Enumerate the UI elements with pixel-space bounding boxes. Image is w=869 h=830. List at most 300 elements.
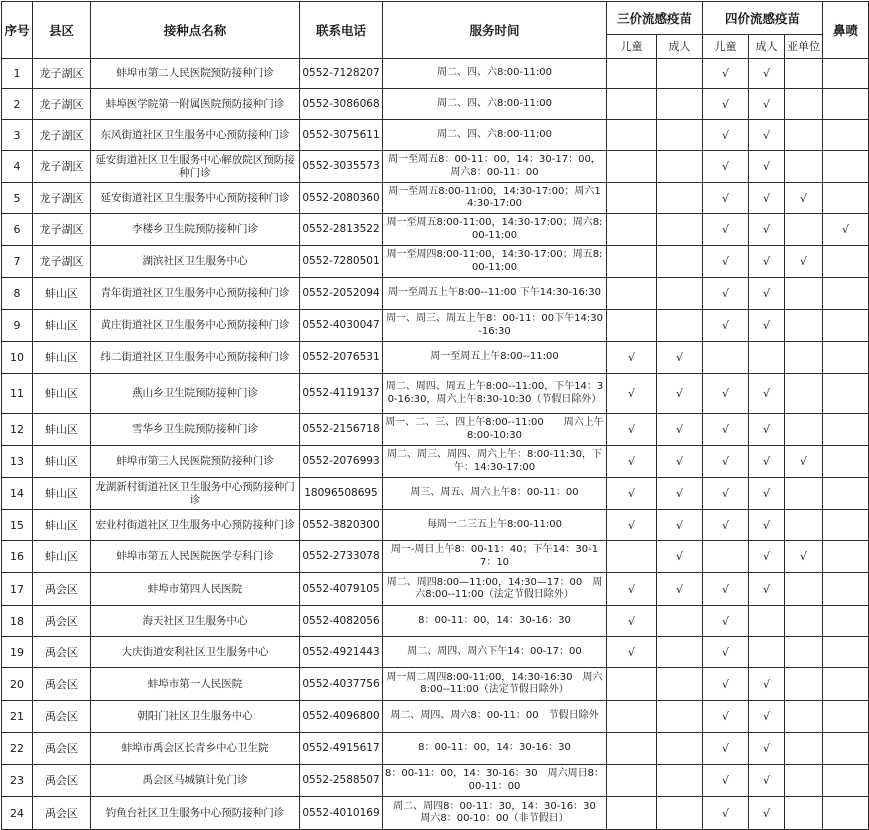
service-hours-cell: 周二、周四、周六8：00-11：00 节假日除外 — [383, 701, 607, 733]
nasal-spray-cell — [823, 606, 869, 637]
site-name-cell: 东风街道社区卫生服务中心预防接种门诊 — [91, 120, 300, 151]
table-row — [2, 414, 869, 446]
trivalent-adult-cell: √ — [657, 374, 703, 414]
table-row — [2, 183, 869, 214]
header-site-name: 接种点名称 — [91, 2, 300, 59]
trivalent-child-cell: √ — [607, 573, 657, 606]
trivalent-adult-cell — [657, 765, 703, 797]
phone-cell: 0552-3035573 — [300, 151, 383, 183]
trivalent-child-cell — [607, 120, 657, 151]
service-hours-cell: 周一、周三、周五上午8：00-11：00下午14:30-16:30 — [383, 310, 607, 342]
service-hours-cell: 周一至周五8:00-11:00，14:30-17:00；周六8:00-11:00 — [383, 214, 607, 246]
header-district: 县区 — [33, 2, 91, 59]
phone-cell: 0552-4082056 — [300, 606, 383, 637]
district-cell: 龙子湖区 — [33, 120, 91, 151]
trivalent-adult-cell — [657, 668, 703, 701]
quadrivalent-adult-cell: √ — [749, 478, 785, 510]
quadrivalent-child-cell: √ — [703, 573, 749, 606]
trivalent-child-cell — [607, 151, 657, 183]
district-cell: 龙子湖区 — [33, 214, 91, 246]
district-cell: 蚌山区 — [33, 374, 91, 414]
table-row — [2, 668, 869, 701]
site-name-cell: 钓鱼台社区卫生服务中心预防接种门诊 — [91, 797, 300, 830]
district-cell: 蚌山区 — [33, 342, 91, 374]
site-name-cell: 燕山乡卫生院预防接种门诊 — [91, 374, 300, 414]
quadrivalent-adult-cell: √ — [749, 510, 785, 541]
quadrivalent-adult-cell: √ — [749, 310, 785, 342]
district-cell: 龙子湖区 — [33, 183, 91, 214]
quadrivalent-subunit-cell: √ — [785, 246, 823, 278]
table-row — [2, 278, 869, 310]
quadrivalent-adult-cell: √ — [749, 59, 785, 89]
site-name-cell: 蚌埠市禹会区长青乡中心卫生院 — [91, 733, 300, 765]
quadrivalent-child-cell: √ — [703, 446, 749, 478]
nasal-spray-cell — [823, 310, 869, 342]
phone-cell: 0552-2813522 — [300, 214, 383, 246]
trivalent-child-cell — [607, 183, 657, 214]
header-phone: 联系电话 — [300, 2, 383, 59]
phone-cell: 0552-4096800 — [300, 701, 383, 733]
phone-cell: 0552-4030047 — [300, 310, 383, 342]
site-name-cell: 青年街道社区卫生服务中心预防接种门诊 — [91, 278, 300, 310]
row-number: 6 — [2, 214, 33, 246]
header-tri-child: 儿童 — [607, 35, 657, 59]
nasal-spray-cell — [823, 278, 869, 310]
quadrivalent-child-cell: √ — [703, 151, 749, 183]
district-cell: 禹会区 — [33, 765, 91, 797]
trivalent-adult-cell: √ — [657, 446, 703, 478]
table-row — [2, 701, 869, 733]
trivalent-child-cell — [607, 668, 657, 701]
quadrivalent-subunit-cell — [785, 510, 823, 541]
table-row — [2, 59, 869, 89]
phone-cell: 18096508695 — [300, 478, 383, 510]
quadrivalent-child-cell: √ — [703, 59, 749, 89]
quadrivalent-child-cell: √ — [703, 765, 749, 797]
phone-cell: 0552-7128207 — [300, 59, 383, 89]
trivalent-adult-cell: √ — [657, 478, 703, 510]
district-cell: 蚌山区 — [33, 414, 91, 446]
table-row — [2, 374, 869, 414]
quadrivalent-child-cell: √ — [703, 120, 749, 151]
nasal-spray-cell — [823, 510, 869, 541]
quadrivalent-adult-cell — [749, 637, 785, 668]
site-name-cell: 蚌埠市第五人民医院医学专科门诊 — [91, 541, 300, 573]
quadrivalent-subunit-cell — [785, 733, 823, 765]
quadrivalent-adult-cell — [749, 342, 785, 374]
nasal-spray-cell — [823, 637, 869, 668]
service-hours-cell: 8：00-11：00，14：30-16：30 — [383, 733, 607, 765]
district-cell: 禹会区 — [33, 733, 91, 765]
trivalent-adult-cell — [657, 278, 703, 310]
row-number: 23 — [2, 765, 33, 797]
quadrivalent-child-cell — [703, 541, 749, 573]
site-name-cell: 海天社区卫生服务中心 — [91, 606, 300, 637]
service-hours-cell: 周二、四、六8:00-11:00 — [383, 59, 607, 89]
phone-cell: 0552-3086068 — [300, 89, 383, 120]
phone-cell: 0552-2076993 — [300, 446, 383, 478]
row-number: 17 — [2, 573, 33, 606]
district-cell: 龙子湖区 — [33, 89, 91, 120]
trivalent-adult-cell — [657, 797, 703, 830]
table-row — [2, 310, 869, 342]
trivalent-child-cell: √ — [607, 446, 657, 478]
trivalent-child-cell — [607, 59, 657, 89]
quadrivalent-child-cell: √ — [703, 733, 749, 765]
row-number: 22 — [2, 733, 33, 765]
service-hours-cell: 周一、二、三、四上午8:00--11:00 周六上午8:00-10:30 — [383, 414, 607, 446]
quadrivalent-adult-cell: √ — [749, 214, 785, 246]
header-nasal-spray: 鼻喷 — [823, 2, 869, 59]
quadrivalent-subunit-cell — [785, 573, 823, 606]
quadrivalent-subunit-cell — [785, 668, 823, 701]
quadrivalent-adult-cell: √ — [749, 797, 785, 830]
row-number: 5 — [2, 183, 33, 214]
quadrivalent-child-cell: √ — [703, 668, 749, 701]
table-row — [2, 120, 869, 151]
quadrivalent-child-cell: √ — [703, 310, 749, 342]
header-no: 序号 — [2, 2, 33, 59]
service-hours-cell: 周一至周五上午8:00--11:00 — [383, 342, 607, 374]
trivalent-adult-cell: √ — [657, 342, 703, 374]
phone-cell: 0552-2588507 — [300, 765, 383, 797]
trivalent-child-cell — [607, 310, 657, 342]
phone-cell: 0552-4915617 — [300, 733, 383, 765]
quadrivalent-subunit-cell: √ — [785, 183, 823, 214]
site-name-cell: 禹会区马城镇计免门诊 — [91, 765, 300, 797]
site-name-cell: 雪华乡卫生院预防接种门诊 — [91, 414, 300, 446]
site-name-cell: 蚌埠市第一人民医院 — [91, 668, 300, 701]
header-quad-child: 儿童 — [703, 35, 749, 59]
quadrivalent-child-cell: √ — [703, 183, 749, 214]
site-name-cell: 大庆街道安利社区卫生服务中心 — [91, 637, 300, 668]
quadrivalent-child-cell: √ — [703, 606, 749, 637]
nasal-spray-cell — [823, 89, 869, 120]
row-number: 11 — [2, 374, 33, 414]
quadrivalent-child-cell: √ — [703, 89, 749, 120]
quadrivalent-subunit-cell — [785, 374, 823, 414]
site-name-cell: 蚌埠市第三人民医院预防接种门诊 — [91, 446, 300, 478]
trivalent-adult-cell: √ — [657, 510, 703, 541]
nasal-spray-cell — [823, 797, 869, 830]
district-cell: 禹会区 — [33, 797, 91, 830]
trivalent-adult-cell: √ — [657, 573, 703, 606]
trivalent-adult-cell — [657, 89, 703, 120]
header-service-hours: 服务时间 — [383, 2, 607, 59]
service-hours-cell: 周一至周五上午8:00--11:00 下午14:30-16:30 — [383, 278, 607, 310]
quadrivalent-subunit-cell — [785, 765, 823, 797]
table-row — [2, 765, 869, 797]
trivalent-adult-cell — [657, 310, 703, 342]
phone-cell: 0552-2080360 — [300, 183, 383, 214]
service-hours-cell: 每周一二三五上午8:00-11:00 — [383, 510, 607, 541]
trivalent-adult-cell — [657, 246, 703, 278]
trivalent-adult-cell — [657, 701, 703, 733]
trivalent-adult-cell — [657, 214, 703, 246]
quadrivalent-child-cell: √ — [703, 478, 749, 510]
row-number: 21 — [2, 701, 33, 733]
quadrivalent-subunit-cell — [785, 637, 823, 668]
row-number: 20 — [2, 668, 33, 701]
quadrivalent-adult-cell: √ — [749, 541, 785, 573]
quadrivalent-adult-cell: √ — [749, 414, 785, 446]
service-hours-cell: 8：00-11：00，14：30-16：30 — [383, 606, 607, 637]
phone-cell: 0552-4037756 — [300, 668, 383, 701]
trivalent-child-cell — [607, 214, 657, 246]
service-hours-cell: 周二、周三、周四、周六上午：8:00-11:30，下午：14:30-17:00 — [383, 446, 607, 478]
vaccination-sites-table — [1, 1, 869, 830]
nasal-spray-cell — [823, 733, 869, 765]
quadrivalent-adult-cell: √ — [749, 89, 785, 120]
row-number: 24 — [2, 797, 33, 830]
site-name-cell: 蚌埠医学院第一附属医院预防接种门诊 — [91, 89, 300, 120]
service-hours-cell: 周一至周五8：00-11：00，14：30-17：00，周六8：00-11：00 — [383, 151, 607, 183]
quadrivalent-adult-cell: √ — [749, 668, 785, 701]
nasal-spray-cell — [823, 120, 869, 151]
row-number: 19 — [2, 637, 33, 668]
nasal-spray-cell — [823, 342, 869, 374]
table-row — [2, 733, 869, 765]
table-row — [2, 573, 869, 606]
trivalent-child-cell: √ — [607, 510, 657, 541]
service-hours-cell: 周二、周四、周六下午14：00-17：00 — [383, 637, 607, 668]
nasal-spray-cell — [823, 701, 869, 733]
service-hours-cell: 周二、四、六8:00-11:00 — [383, 89, 607, 120]
quadrivalent-subunit-cell — [785, 701, 823, 733]
nasal-spray-cell: √ — [823, 214, 869, 246]
quadrivalent-subunit-cell — [785, 478, 823, 510]
quadrivalent-child-cell: √ — [703, 797, 749, 830]
quadrivalent-subunit-cell — [785, 120, 823, 151]
nasal-spray-cell — [823, 59, 869, 89]
trivalent-child-cell — [607, 797, 657, 830]
district-cell: 蚌山区 — [33, 478, 91, 510]
quadrivalent-subunit-cell — [785, 342, 823, 374]
table-row — [2, 478, 869, 510]
nasal-spray-cell — [823, 446, 869, 478]
quadrivalent-child-cell: √ — [703, 278, 749, 310]
district-cell: 禹会区 — [33, 701, 91, 733]
row-number: 1 — [2, 59, 33, 89]
district-cell: 禹会区 — [33, 637, 91, 668]
quadrivalent-child-cell: √ — [703, 510, 749, 541]
quadrivalent-adult-cell: √ — [749, 151, 785, 183]
service-hours-cell: 8：00-11：00，14：30-16：30 周六周日8：00-11：00 — [383, 765, 607, 797]
quadrivalent-adult-cell: √ — [749, 765, 785, 797]
district-cell: 龙子湖区 — [33, 246, 91, 278]
phone-cell: 0552-4010169 — [300, 797, 383, 830]
quadrivalent-adult-cell: √ — [749, 120, 785, 151]
service-hours-cell: 周一至周五8:00-11:00，14:30-17:00；周六14:30-17:00 — [383, 183, 607, 214]
trivalent-child-cell: √ — [607, 374, 657, 414]
trivalent-adult-cell — [657, 120, 703, 151]
nasal-spray-cell — [823, 668, 869, 701]
table-row — [2, 541, 869, 573]
nasal-spray-cell — [823, 765, 869, 797]
trivalent-child-cell — [607, 89, 657, 120]
trivalent-child-cell: √ — [607, 606, 657, 637]
district-cell: 蚌山区 — [33, 446, 91, 478]
header-quad-adult: 成人 — [749, 35, 785, 59]
table-body — [2, 59, 869, 830]
quadrivalent-subunit-cell — [785, 89, 823, 120]
trivalent-child-cell — [607, 278, 657, 310]
quadrivalent-adult-cell: √ — [749, 183, 785, 214]
table-row — [2, 606, 869, 637]
site-name-cell: 龙湖新村街道社区卫生服务中心预防接种门诊 — [91, 478, 300, 510]
trivalent-adult-cell: √ — [657, 541, 703, 573]
trivalent-child-cell: √ — [607, 414, 657, 446]
nasal-spray-cell — [823, 478, 869, 510]
district-cell: 龙子湖区 — [33, 59, 91, 89]
quadrivalent-adult-cell: √ — [749, 278, 785, 310]
table-row — [2, 89, 869, 120]
nasal-spray-cell — [823, 183, 869, 214]
nasal-spray-cell — [823, 573, 869, 606]
phone-cell: 0552-3075611 — [300, 120, 383, 151]
service-hours-cell: 周一至周四8:00-11:00，14:30-17:00；周五8:00-11:00 — [383, 246, 607, 278]
trivalent-adult-cell — [657, 733, 703, 765]
phone-cell: 0552-7280501 — [300, 246, 383, 278]
row-number: 12 — [2, 414, 33, 446]
site-name-cell: 黄庄街道社区卫生服务中心预防接种门诊 — [91, 310, 300, 342]
service-hours-cell: 周二、周四、周五上午8:00--11:00，下午14：30-16:30，周六上午8:30-10:30（节假日除外） — [383, 374, 607, 414]
quadrivalent-adult-cell — [749, 606, 785, 637]
row-number: 16 — [2, 541, 33, 573]
table-row — [2, 214, 869, 246]
quadrivalent-adult-cell: √ — [749, 701, 785, 733]
header-quad-subunit: 亚单位 — [785, 35, 823, 59]
phone-cell: 0552-2076531 — [300, 342, 383, 374]
quadrivalent-subunit-cell — [785, 414, 823, 446]
quadrivalent-adult-cell: √ — [749, 246, 785, 278]
phone-cell: 0552-4079105 — [300, 573, 383, 606]
quadrivalent-adult-cell: √ — [749, 446, 785, 478]
district-cell: 蚌山区 — [33, 310, 91, 342]
trivalent-adult-cell — [657, 606, 703, 637]
quadrivalent-child-cell: √ — [703, 374, 749, 414]
quadrivalent-subunit-cell — [785, 214, 823, 246]
district-cell: 蚌山区 — [33, 510, 91, 541]
site-name-cell: 蚌埠市第四人民医院 — [91, 573, 300, 606]
table-row — [2, 151, 869, 183]
header-trivalent-vaccine: 三价流感疫苗 — [607, 2, 703, 35]
phone-cell: 0552-4921443 — [300, 637, 383, 668]
table-row — [2, 342, 869, 374]
quadrivalent-adult-cell: √ — [749, 573, 785, 606]
trivalent-child-cell — [607, 765, 657, 797]
row-number: 2 — [2, 89, 33, 120]
site-name-cell: 蚌埠市第二人民医院预防接种门诊 — [91, 59, 300, 89]
row-number: 7 — [2, 246, 33, 278]
site-name-cell: 李楼乡卫生院预防接种门诊 — [91, 214, 300, 246]
quadrivalent-child-cell: √ — [703, 701, 749, 733]
row-number: 18 — [2, 606, 33, 637]
header-tri-adult: 成人 — [657, 35, 703, 59]
service-hours-cell: 周三、周五、周六上午8：00-11：00 — [383, 478, 607, 510]
quadrivalent-adult-cell: √ — [749, 374, 785, 414]
row-number: 9 — [2, 310, 33, 342]
district-cell: 禹会区 — [33, 668, 91, 701]
site-name-cell: 朝阳门社区卫生服务中心 — [91, 701, 300, 733]
row-number: 8 — [2, 278, 33, 310]
site-name-cell: 延安街道社区卫生服务中心预防接种门诊 — [91, 183, 300, 214]
table-row — [2, 510, 869, 541]
table-row — [2, 637, 869, 668]
site-name-cell: 纬二街道社区卫生服务中心预防接种门诊 — [91, 342, 300, 374]
trivalent-child-cell — [607, 701, 657, 733]
quadrivalent-subunit-cell — [785, 278, 823, 310]
quadrivalent-subunit-cell: √ — [785, 446, 823, 478]
row-number: 4 — [2, 151, 33, 183]
quadrivalent-child-cell: √ — [703, 414, 749, 446]
nasal-spray-cell — [823, 541, 869, 573]
trivalent-adult-cell — [657, 183, 703, 214]
trivalent-child-cell: √ — [607, 342, 657, 374]
nasal-spray-cell — [823, 246, 869, 278]
header-quadrivalent-vaccine: 四价流感疫苗 — [703, 2, 823, 35]
table-row — [2, 446, 869, 478]
trivalent-child-cell — [607, 246, 657, 278]
district-cell: 禹会区 — [33, 606, 91, 637]
row-number: 10 — [2, 342, 33, 374]
district-cell: 禹会区 — [33, 573, 91, 606]
phone-cell: 0552-3820300 — [300, 510, 383, 541]
trivalent-child-cell — [607, 541, 657, 573]
quadrivalent-adult-cell: √ — [749, 733, 785, 765]
quadrivalent-child-cell: √ — [703, 246, 749, 278]
header-row-main — [2, 2, 869, 35]
trivalent-child-cell — [607, 733, 657, 765]
trivalent-adult-cell — [657, 637, 703, 668]
trivalent-adult-cell — [657, 151, 703, 183]
service-hours-cell: 周二、周四8:00—11:00，14:30—17：00 周六8:00--11:00（法定节假日除外） — [383, 573, 607, 606]
service-hours-cell: 周一周二周四8:00-11:00，14:30-16:30 周六8:00--11:00（法定节假日除外） — [383, 668, 607, 701]
district-cell: 蚌山区 — [33, 278, 91, 310]
row-number: 13 — [2, 446, 33, 478]
quadrivalent-subunit-cell — [785, 797, 823, 830]
trivalent-child-cell: √ — [607, 637, 657, 668]
phone-cell: 0552-2733078 — [300, 541, 383, 573]
nasal-spray-cell — [823, 414, 869, 446]
quadrivalent-subunit-cell — [785, 310, 823, 342]
service-hours-cell: 周一-周日上午8：00-11：40；下午14：30-17：10 — [383, 541, 607, 573]
nasal-spray-cell — [823, 151, 869, 183]
quadrivalent-child-cell — [703, 342, 749, 374]
phone-cell: 0552-2052094 — [300, 278, 383, 310]
quadrivalent-child-cell: √ — [703, 214, 749, 246]
site-name-cell: 延安街道社区卫生服务中心解放院区预防接种门诊 — [91, 151, 300, 183]
trivalent-adult-cell: √ — [657, 414, 703, 446]
quadrivalent-subunit-cell — [785, 606, 823, 637]
row-number: 3 — [2, 120, 33, 151]
table-row — [2, 797, 869, 830]
quadrivalent-subunit-cell — [785, 59, 823, 89]
district-cell: 龙子湖区 — [33, 151, 91, 183]
phone-cell: 0552-4119137 — [300, 374, 383, 414]
table-row — [2, 246, 869, 278]
service-hours-cell: 周二、四、六8:00-11:00 — [383, 120, 607, 151]
row-number: 14 — [2, 478, 33, 510]
nasal-spray-cell — [823, 374, 869, 414]
phone-cell: 0552-2156718 — [300, 414, 383, 446]
row-number: 15 — [2, 510, 33, 541]
trivalent-adult-cell — [657, 59, 703, 89]
quadrivalent-child-cell: √ — [703, 637, 749, 668]
quadrivalent-subunit-cell: √ — [785, 541, 823, 573]
site-name-cell: 宏业村街道社区卫生服务中心预防接种门诊 — [91, 510, 300, 541]
service-hours-cell: 周二、周四8：00-11：30，14：30-16：30 周六8：00-10：00（非节假日） — [383, 797, 607, 830]
